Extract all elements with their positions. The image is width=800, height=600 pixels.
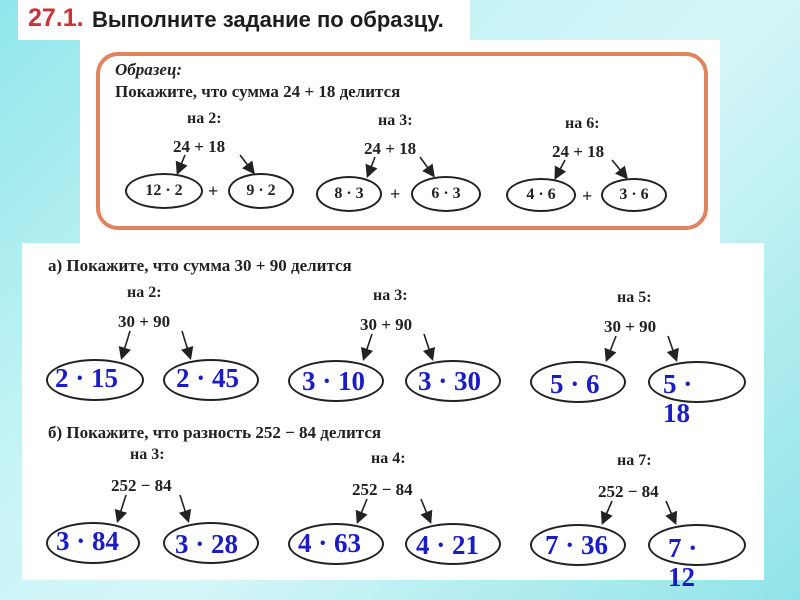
sample-divisor-label: на 2: xyxy=(187,110,222,127)
sample-left-oval: 12 · 2 xyxy=(125,173,203,209)
arrow xyxy=(240,155,253,172)
answer-a2-right: 3 · 30 xyxy=(418,366,482,396)
sample-statement: Покажите, что сумма 24 + 18 делится xyxy=(115,82,401,101)
answer-b1-left: 3 · 84 xyxy=(56,526,120,556)
sample-right-oval: 6 · 3 xyxy=(411,176,481,212)
part-b-divisor-label: на 3: xyxy=(130,446,165,463)
sample-right-oval: 3 · 6 xyxy=(601,178,667,212)
sample-expression: 24 + 18 xyxy=(364,139,417,158)
arrow xyxy=(424,334,432,358)
sample-divisor-label: на 6: xyxy=(565,115,600,132)
sample-divisor-label: на 3: xyxy=(378,112,413,129)
arrow xyxy=(607,336,616,359)
sample-right-oval: 9 · 2 xyxy=(228,173,294,209)
part-a-statement: а) Покажите, что сумма 30 + 90 делится xyxy=(48,256,352,275)
arrow xyxy=(556,160,565,177)
exercise-number: 27.1. xyxy=(28,4,84,32)
arrow xyxy=(180,495,188,520)
part-b-statement: б) Покажите, что разность 252 − 84 делится xyxy=(48,423,382,442)
answer-b3-right: 7 · 12 xyxy=(668,533,698,592)
part-b-expression: 252 − 84 xyxy=(111,476,172,495)
arrow xyxy=(364,334,372,358)
sample-label: Образец: xyxy=(115,60,183,79)
answer-a1-right: 2 · 45 xyxy=(176,363,240,393)
sample-left-oval: 8 · 3 xyxy=(316,176,382,212)
part-a-divisor-label: на 3: xyxy=(373,287,408,304)
answer-a2-left: 3 · 10 xyxy=(302,366,366,396)
arrow xyxy=(420,157,433,175)
part-a-expression: 30 + 90 xyxy=(604,317,657,336)
answer-a3-right: 5 · 18 xyxy=(663,369,693,428)
arrow xyxy=(666,501,675,522)
plus-sign: + xyxy=(582,186,593,206)
arrow xyxy=(182,331,190,357)
arrow xyxy=(358,499,367,521)
arrow xyxy=(421,499,430,521)
answer-b3-left: 7 · 36 xyxy=(545,530,609,560)
arrow xyxy=(668,336,676,359)
part-a-expression: 30 + 90 xyxy=(360,315,413,334)
sample-expression: 24 + 18 xyxy=(173,137,226,156)
exercise-title: Выполните задание по образцу. xyxy=(92,7,444,32)
answer-a1-left: 2 · 15 xyxy=(55,363,119,393)
arrow xyxy=(118,495,126,520)
part-b-divisor-label: на 4: xyxy=(371,450,406,467)
part-b-expression: 252 − 84 xyxy=(598,482,659,501)
arrow xyxy=(603,501,612,522)
part-a-divisor-label: на 2: xyxy=(127,284,162,301)
sample-left-oval: 4 · 6 xyxy=(506,178,576,212)
answer-b1-right: 3 · 28 xyxy=(175,529,239,559)
part-b-expression: 252 − 84 xyxy=(352,480,413,499)
plus-sign: + xyxy=(390,184,401,204)
answer-b2-left: 4 · 63 xyxy=(298,528,362,558)
arrow xyxy=(122,331,130,357)
sample-expression: 24 + 18 xyxy=(552,142,605,161)
answer-b2-right: 4 · 21 xyxy=(416,530,480,560)
part-a-expression: 30 + 90 xyxy=(118,312,171,331)
part-b-divisor-label: на 7: xyxy=(617,452,652,469)
arrow xyxy=(368,157,375,175)
arrow xyxy=(612,160,626,177)
plus-sign: + xyxy=(208,181,219,201)
answer-a3-left: 5 · 6 xyxy=(550,369,600,399)
arrow xyxy=(178,155,185,172)
part-a-divisor-label: на 5: xyxy=(617,289,652,306)
